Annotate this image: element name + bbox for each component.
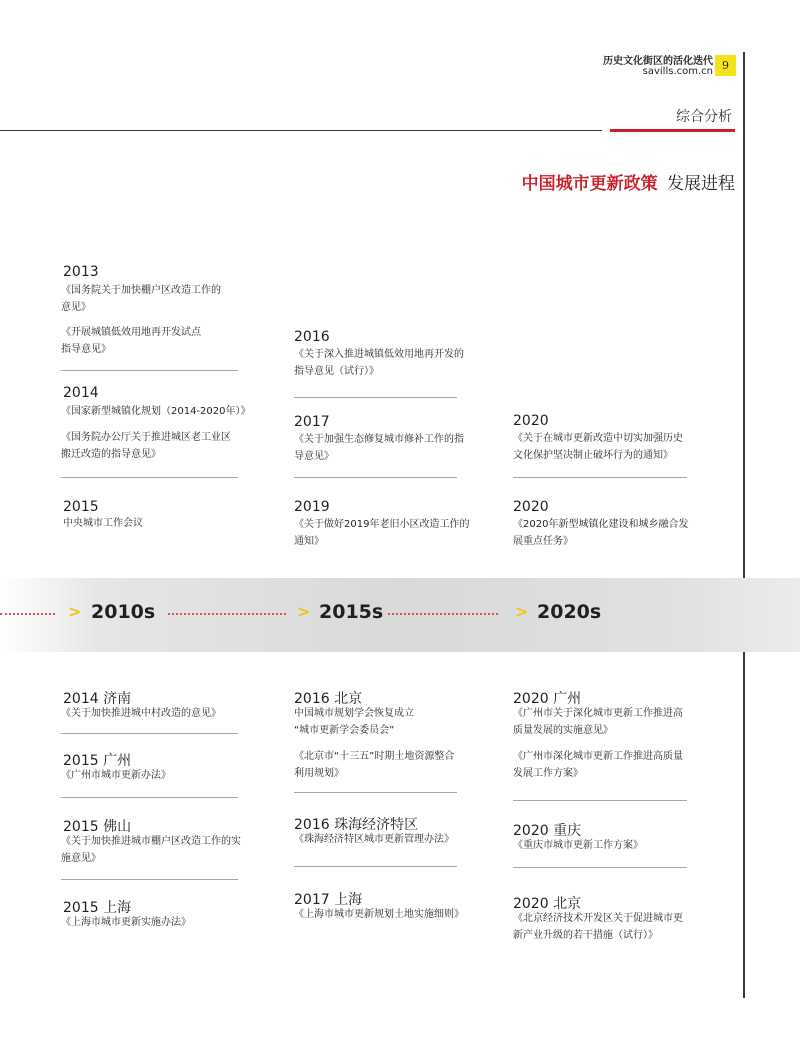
entry-line: 通知》: [294, 536, 324, 547]
entry-description: [61, 914, 251, 931]
entry-line: 《重庆市城市更新工作方案》: [513, 840, 643, 851]
entry-year: 2016: [294, 329, 330, 345]
entry-line: 《关于做好2019年老旧小区改造工作的: [294, 519, 470, 530]
entry-city-year: 2015 佛山: [63, 819, 132, 835]
entry-city-year: 2017 上海: [294, 892, 363, 908]
entry-city-year: 2020 重庆: [513, 823, 582, 839]
entry-line: 质量发展的实施意见》: [513, 725, 613, 736]
page-number-badge: 9: [715, 55, 736, 76]
entry-line: 《广州市深化城市更新工作推进高质量: [513, 751, 683, 762]
timeline-dots: [168, 613, 286, 615]
right-vertical-rule-lower: [743, 652, 745, 998]
entry-description: [61, 429, 261, 463]
entry-separator: [513, 800, 687, 801]
section-underline-red: [610, 129, 735, 132]
publication-title: 历史文化街区的活化迭代: [603, 56, 713, 67]
entry-description: [294, 906, 484, 923]
entry-separator: [61, 879, 238, 880]
entry-separator: [294, 866, 457, 867]
entry-year: 2017: [294, 414, 330, 430]
entry-year: 2019: [294, 499, 330, 515]
entry-line: 《北京经济技术开发区关于促进城市更: [513, 913, 683, 924]
entry-line: 《关于深入推进城镇低效用地再开发的: [294, 349, 464, 360]
entry-description: [513, 910, 708, 944]
entry-city-year: 2020 广州: [513, 691, 582, 707]
entry-description: [513, 516, 708, 550]
entry-line: 《上海市城市更新规划土地实施细则》: [294, 909, 464, 920]
entry-line: 文化保护坚决制止破坏行为的通知》: [513, 450, 673, 461]
chevron-right-icon: >: [297, 602, 311, 621]
entry-separator: [294, 477, 457, 478]
decade-label: 2020s: [537, 601, 602, 623]
entry-line: “城市更新学会委员会”: [294, 725, 395, 736]
entry-description: [294, 346, 474, 380]
entry-line: 《珠海经济特区城市更新管理办法》: [294, 834, 454, 845]
entry-line: 指导意见》: [61, 344, 111, 355]
website-url[interactable]: savills.com.cn: [642, 66, 713, 77]
entry-line: 《关于加快推进城中村改造的意见》: [61, 708, 221, 719]
entry-year: 2015: [63, 499, 99, 515]
entry-line: 搬迁改造的指导意见》: [61, 449, 161, 460]
entry-description: [61, 705, 251, 722]
entry-line: 《国务院关于加快棚户区改造工作的: [61, 285, 221, 296]
timeline-dots: [0, 613, 55, 615]
entry-line: 发展工作方案》: [513, 768, 583, 779]
chevron-right-icon: >: [68, 602, 82, 621]
entry-line: 《国务院办公厅关于推进城区老工业区: [61, 432, 231, 443]
entry-city-year: 2016 北京: [294, 691, 363, 707]
entry-description: [513, 837, 708, 854]
entry-year: 2020: [513, 413, 549, 429]
entry-separator: [61, 477, 238, 478]
section-label: 综合分析: [676, 109, 732, 125]
entry-city-year: 2015 上海: [63, 900, 132, 916]
chevron-right-icon: >: [515, 602, 529, 621]
entry-separator: [513, 477, 687, 478]
entry-year: 2020: [513, 499, 549, 515]
entry-separator: [294, 792, 457, 793]
entry-separator: [61, 733, 238, 734]
decade-label: 2015s: [319, 601, 384, 623]
entry-separator: [61, 370, 238, 371]
entry-description: [61, 767, 251, 784]
entry-line: 《开展城镇低效用地再开发试点: [61, 327, 201, 338]
entry-line: 《关于加快推进城市棚户区改造工作的实: [61, 836, 241, 847]
entry-description: [294, 831, 484, 848]
entry-separator: [513, 867, 687, 868]
entry-description: [63, 515, 243, 532]
entry-description: [513, 705, 708, 739]
entry-line: 《上海市城市更新实施办法》: [61, 917, 191, 928]
entry-line: 《广州市城市更新办法》: [61, 770, 171, 781]
entry-line: 施意见》: [61, 853, 101, 864]
entry-line: 《2020年新型城镇化建设和城乡融合发: [513, 519, 689, 530]
page-title-rest: 发展进程: [667, 174, 735, 194]
entry-separator: [61, 797, 238, 798]
entry-line: 中国城市规划学会恢复成立: [294, 708, 414, 719]
entry-description: [61, 282, 241, 316]
entry-description: [513, 430, 708, 464]
entry-city-year: 2020 北京: [513, 896, 582, 912]
entry-separator: [294, 397, 457, 398]
entry-description: [294, 748, 484, 782]
page-title: [522, 169, 735, 194]
entry-city-year: 2016 珠海经济特区: [294, 817, 419, 833]
entry-description: [61, 403, 261, 420]
entry-year: 2013: [63, 264, 99, 280]
entry-city-year: 2015 广州: [63, 753, 132, 769]
entry-line: 意见》: [61, 302, 91, 313]
timeline-dots: [388, 613, 498, 615]
entry-line: 指导意见（试行）》: [294, 366, 379, 377]
entry-city-year: 2014 济南: [63, 691, 132, 707]
entry-line: 《北京市“十三五”时期土地资源整合: [294, 751, 455, 762]
right-vertical-rule: [743, 52, 745, 578]
entry-year: 2014: [63, 385, 99, 401]
header-divider: [0, 130, 602, 131]
entry-line: 展重点任务》: [513, 536, 573, 547]
entry-line: 《国家新型城镇化规划（2014-2020年）》: [61, 406, 251, 417]
entry-line: 利用规划》: [294, 768, 344, 779]
entry-line: 新产业升级的若干措施（试行）》: [513, 930, 658, 941]
entry-description: [294, 516, 474, 550]
entry-line: 《广州市关于深化城市更新工作推进高: [513, 708, 683, 719]
entry-description: [513, 748, 708, 782]
entry-description: [294, 431, 474, 465]
entry-description: [61, 833, 251, 867]
entry-line: 导意见》: [294, 451, 334, 462]
entry-line: 《关于加强生态修复城市修补工作的指: [294, 434, 464, 445]
entry-description: [294, 705, 484, 739]
entry-line: 《关于在城市更新改造中切实加强历史: [513, 433, 683, 444]
page-title-highlight: 中国城市更新政策: [521, 174, 658, 194]
entry-line: 中央城市工作会议: [63, 518, 143, 529]
entry-description: [61, 324, 241, 358]
decade-label: 2010s: [91, 601, 156, 623]
